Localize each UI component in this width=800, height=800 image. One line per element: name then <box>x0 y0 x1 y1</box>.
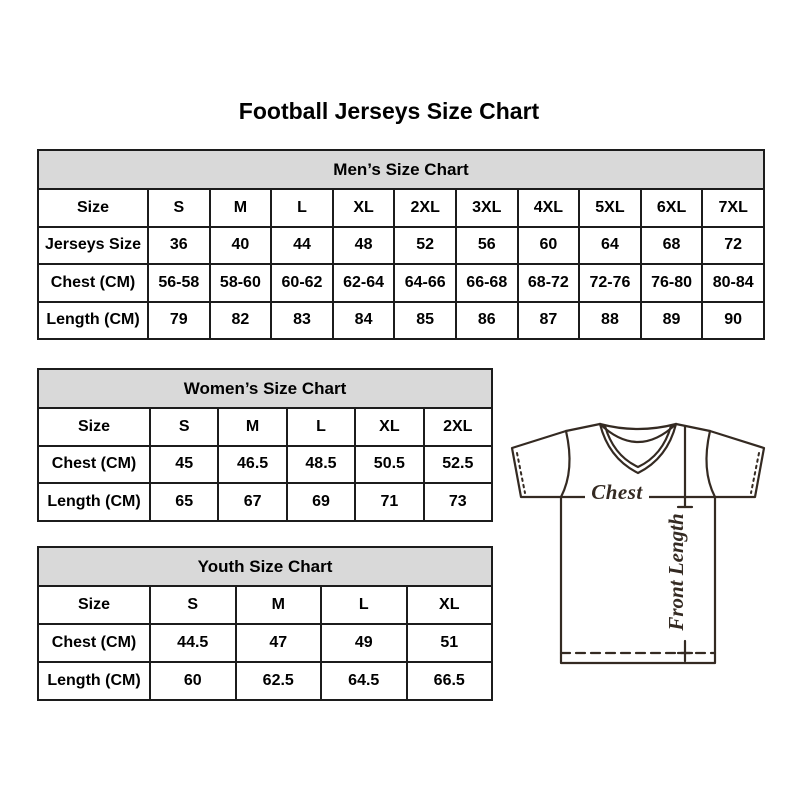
row-label-cell: Length (CM) <box>38 483 150 521</box>
value-cell: 49 <box>321 624 407 662</box>
value-cell: 87 <box>518 302 580 340</box>
value-cell: XL <box>333 189 395 227</box>
table-row <box>38 662 492 700</box>
value-cell: 48.5 <box>287 446 355 484</box>
value-cell: L <box>271 189 333 227</box>
value-cell: 85 <box>394 302 456 340</box>
value-cell: 89 <box>641 302 703 340</box>
collar-inner-v <box>605 426 671 467</box>
row-label-cell: Chest (CM) <box>38 264 148 302</box>
table-row <box>38 624 492 662</box>
table-row <box>38 446 492 484</box>
value-cell: 7XL <box>702 189 764 227</box>
row-label-cell: Length (CM) <box>38 302 148 340</box>
value-cell: 52.5 <box>424 446 492 484</box>
value-cell: L <box>321 586 407 624</box>
chest-label: Chest <box>591 480 643 504</box>
row-label-cell: Size <box>38 408 150 446</box>
right-armhole-seam <box>706 431 715 497</box>
value-cell: 3XL <box>456 189 518 227</box>
table-row <box>38 227 764 265</box>
row-label-cell: Length (CM) <box>38 662 150 700</box>
value-cell: M <box>218 408 286 446</box>
value-cell: 84 <box>333 302 395 340</box>
value-cell: 86 <box>456 302 518 340</box>
value-cell: L <box>287 408 355 446</box>
value-cell: 64 <box>579 227 641 265</box>
value-cell: 44.5 <box>150 624 236 662</box>
table-row <box>38 408 492 446</box>
womens-table-title: Women’s Size Chart <box>38 369 492 408</box>
collar-top-line <box>600 424 676 429</box>
value-cell: 36 <box>148 227 210 265</box>
value-cell: 72-76 <box>579 264 641 302</box>
jersey-outline <box>512 424 764 663</box>
value-cell: S <box>148 189 210 227</box>
page-title: Football Jerseys Size Chart <box>238 98 540 124</box>
value-cell: 48 <box>333 227 395 265</box>
value-cell: 6XL <box>641 189 703 227</box>
value-cell: 45 <box>150 446 218 484</box>
value-cell: S <box>150 408 218 446</box>
left-armhole-seam <box>561 431 570 497</box>
value-cell: 58-60 <box>210 264 272 302</box>
value-cell: 40 <box>210 227 272 265</box>
value-cell: 82 <box>210 302 272 340</box>
table-row <box>38 264 764 302</box>
value-cell: 88 <box>579 302 641 340</box>
value-cell: 76-80 <box>641 264 703 302</box>
value-cell: 44 <box>271 227 333 265</box>
row-label-cell: Size <box>38 189 148 227</box>
row-label-cell: Chest (CM) <box>38 446 150 484</box>
table-row <box>38 483 492 521</box>
jersey-measurement-diagram <box>505 415 771 667</box>
youth-size-table <box>37 546 493 701</box>
value-cell: XL <box>407 586 493 624</box>
value-cell: 80-84 <box>702 264 764 302</box>
value-cell: 62.5 <box>236 662 322 700</box>
value-cell: 4XL <box>518 189 580 227</box>
row-label-cell: Jerseys Size <box>38 227 148 265</box>
table-header-row <box>38 150 764 189</box>
value-cell: 71 <box>355 483 423 521</box>
value-cell: 5XL <box>579 189 641 227</box>
value-cell: 65 <box>150 483 218 521</box>
value-cell: 83 <box>271 302 333 340</box>
value-cell: 62-64 <box>333 264 395 302</box>
value-cell: 90 <box>702 302 764 340</box>
value-cell: S <box>150 586 236 624</box>
value-cell: 66.5 <box>407 662 493 700</box>
value-cell: 68 <box>641 227 703 265</box>
value-cell: 67 <box>218 483 286 521</box>
row-label-cell: Chest (CM) <box>38 624 150 662</box>
value-cell: 66-68 <box>456 264 518 302</box>
table-header-row <box>38 547 492 586</box>
mens-table-title: Men’s Size Chart <box>38 150 764 189</box>
value-cell: 69 <box>287 483 355 521</box>
value-cell: 73 <box>424 483 492 521</box>
value-cell: XL <box>355 408 423 446</box>
value-cell: 79 <box>148 302 210 340</box>
value-cell: 47 <box>236 624 322 662</box>
value-cell: 68-72 <box>518 264 580 302</box>
mens-size-table <box>37 149 765 340</box>
value-cell: M <box>210 189 272 227</box>
value-cell: 60 <box>150 662 236 700</box>
value-cell: 56-58 <box>148 264 210 302</box>
value-cell: 46.5 <box>218 446 286 484</box>
youth-table-title: Youth Size Chart <box>38 547 492 586</box>
front-length-label: Front Length <box>664 513 688 631</box>
value-cell: 60-62 <box>271 264 333 302</box>
value-cell: 51 <box>407 624 493 662</box>
table-row <box>38 586 492 624</box>
value-cell: 64.5 <box>321 662 407 700</box>
value-cell: 72 <box>702 227 764 265</box>
value-cell: 2XL <box>394 189 456 227</box>
collar-outer-v <box>600 424 676 473</box>
row-label-cell: Size <box>38 586 150 624</box>
value-cell: 50.5 <box>355 446 423 484</box>
value-cell: M <box>236 586 322 624</box>
table-header-row <box>38 369 492 408</box>
table-row <box>38 189 764 227</box>
womens-size-table <box>37 368 493 522</box>
value-cell: 64-66 <box>394 264 456 302</box>
value-cell: 56 <box>456 227 518 265</box>
table-row <box>38 302 764 340</box>
value-cell: 2XL <box>424 408 492 446</box>
value-cell: 52 <box>394 227 456 265</box>
value-cell: 60 <box>518 227 580 265</box>
